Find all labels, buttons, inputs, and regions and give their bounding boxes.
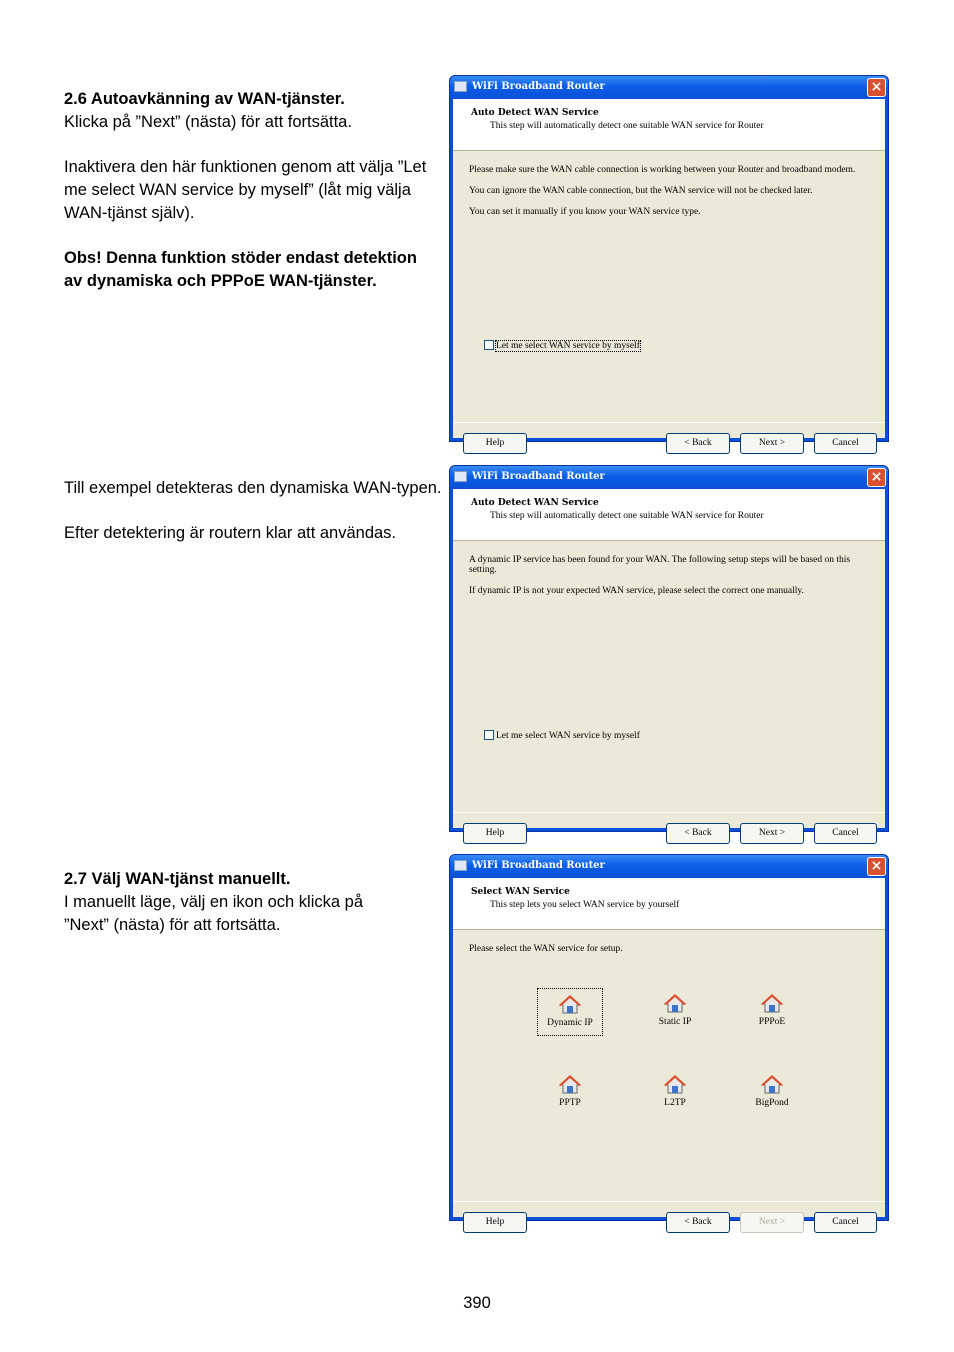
title-bar[interactable] (450, 855, 888, 878)
section-2-7 (64, 868, 384, 959)
checkbox-label[interactable]: Let me select WAN service by myself (496, 341, 640, 351)
divider (453, 422, 885, 423)
section-text: Inaktivera den här funktionen genom att välja ”Let me select WAN service by myself” (låt mig välja WAN-tjänst själv). (64, 158, 427, 222)
section-example (64, 477, 444, 567)
info-line: If dynamic IP is not your expected WAN service, please select the correct one manually. (469, 586, 804, 596)
step-subtitle: This step will automatically detect one suitable WAN service for Router (490, 511, 764, 521)
checkbox-label[interactable]: Let me select WAN service by myself (496, 731, 640, 741)
step-subtitle: This step will automatically detect one suitable WAN service for Router (490, 121, 764, 131)
info-line: You can set it manually if you know your WAN service type. (469, 207, 701, 217)
service-l2tp[interactable] (642, 1069, 708, 1117)
house-network-icon (558, 993, 582, 1017)
back-button[interactable]: < Back (666, 433, 730, 454)
cancel-button[interactable]: Cancel (814, 823, 877, 844)
app-icon (454, 860, 467, 871)
manual-select-checkbox-row[interactable] (484, 730, 640, 741)
close-button[interactable] (867, 857, 886, 876)
house-network-icon (760, 1073, 784, 1097)
app-icon (454, 471, 467, 482)
wizard-dialog-select-wan (449, 854, 889, 1227)
step-title: Auto Detect WAN Service (471, 108, 599, 118)
close-button[interactable] (867, 468, 886, 487)
title-bar[interactable] (450, 466, 888, 489)
info-line: A dynamic IP service has been found for your WAN. The following setup steps will be based on this setting. (469, 555, 851, 575)
next-button[interactable]: Next > (740, 1212, 804, 1233)
help-button[interactable]: Help (463, 823, 527, 844)
service-pptp[interactable] (537, 1069, 603, 1117)
wizard-dialog-auto-detect (449, 75, 889, 448)
service-bigpond[interactable] (739, 1069, 805, 1117)
wizard-body (469, 944, 865, 965)
cancel-button[interactable]: Cancel (814, 433, 877, 454)
manual-select-checkbox-row[interactable] (484, 340, 640, 351)
service-label: PPPoE (758, 1017, 786, 1027)
cancel-button[interactable]: Cancel (814, 1212, 877, 1233)
page-number: 390 (463, 1294, 491, 1312)
section-heading: 2.6 Autoavkänning av WAN-tjänster. (64, 90, 345, 108)
close-icon: × (870, 79, 883, 95)
dialog-client-area (453, 489, 885, 838)
manual-select-checkbox[interactable] (484, 340, 494, 350)
info-line: Please make sure the WAN cable connection is working between your Router and broadband modem. (469, 165, 856, 175)
window-title: WiFi Broadband Router (472, 81, 605, 92)
close-icon: × (870, 469, 883, 485)
divider (453, 540, 885, 541)
section-text: Till exempel detekteras den dynamiska WAN-typen. (64, 479, 442, 497)
service-label: BigPond (755, 1098, 789, 1108)
section-text: Klicka på ”Next” (nästa) för att fortsätta. (64, 113, 352, 131)
house-network-icon (558, 1073, 582, 1097)
wizard-header (453, 99, 885, 150)
close-icon: × (870, 858, 883, 874)
dialog-client-area (453, 99, 885, 448)
step-title: Auto Detect WAN Service (471, 498, 599, 508)
section-2-6 (64, 88, 436, 315)
wizard-dialog-detected (449, 465, 889, 838)
section-text: Efter detektering är routern klar att användas. (64, 524, 397, 542)
next-button[interactable]: Next > (740, 823, 804, 844)
info-line: Please select the WAN service for setup. (469, 944, 623, 954)
app-icon (454, 81, 467, 92)
window-title: WiFi Broadband Router (472, 860, 605, 871)
service-static-ip[interactable] (642, 988, 708, 1036)
divider (453, 150, 885, 151)
service-label: Dynamic IP (547, 1018, 593, 1028)
divider (453, 1201, 885, 1202)
step-subtitle: This step lets you select WAN service by yourself (490, 900, 680, 910)
back-button[interactable]: < Back (666, 823, 730, 844)
service-pppoe[interactable] (739, 988, 805, 1036)
section-text: I manuellt läge, välj en ikon och klicka på ”Next” (nästa) för att fortsätta. (64, 893, 363, 934)
dialog-client-area (453, 878, 885, 1227)
house-network-icon (663, 1073, 687, 1097)
wizard-header (453, 489, 885, 540)
info-line: You can ignore the WAN cable connection, but the WAN service will not be checked later. (469, 186, 813, 196)
wizard-body (469, 555, 865, 607)
step-title: Select WAN Service (471, 887, 570, 897)
house-network-icon (760, 992, 784, 1016)
help-button[interactable]: Help (463, 1212, 527, 1233)
note-text: Obs! Denna funktion stöder endast detektion av dynamiska och PPPoE WAN-tjänster. (64, 249, 417, 290)
back-button[interactable]: < Back (666, 1212, 730, 1233)
window-title: WiFi Broadband Router (472, 471, 605, 482)
service-dynamic-ip[interactable] (537, 988, 603, 1036)
service-label: L2TP (664, 1098, 686, 1108)
wizard-body (469, 165, 865, 228)
service-label: Static IP (658, 1017, 692, 1027)
close-button[interactable] (867, 78, 886, 97)
section-heading: 2.7 Välj WAN-tjänst manuellt. (64, 870, 291, 888)
title-bar[interactable] (450, 76, 888, 99)
wizard-header (453, 878, 885, 929)
manual-select-checkbox[interactable] (484, 730, 494, 740)
divider (453, 929, 885, 930)
service-label: PPTP (559, 1098, 581, 1108)
next-button[interactable]: Next > (740, 433, 804, 454)
help-button[interactable]: Help (463, 433, 527, 454)
divider (453, 812, 885, 813)
house-network-icon (663, 992, 687, 1016)
